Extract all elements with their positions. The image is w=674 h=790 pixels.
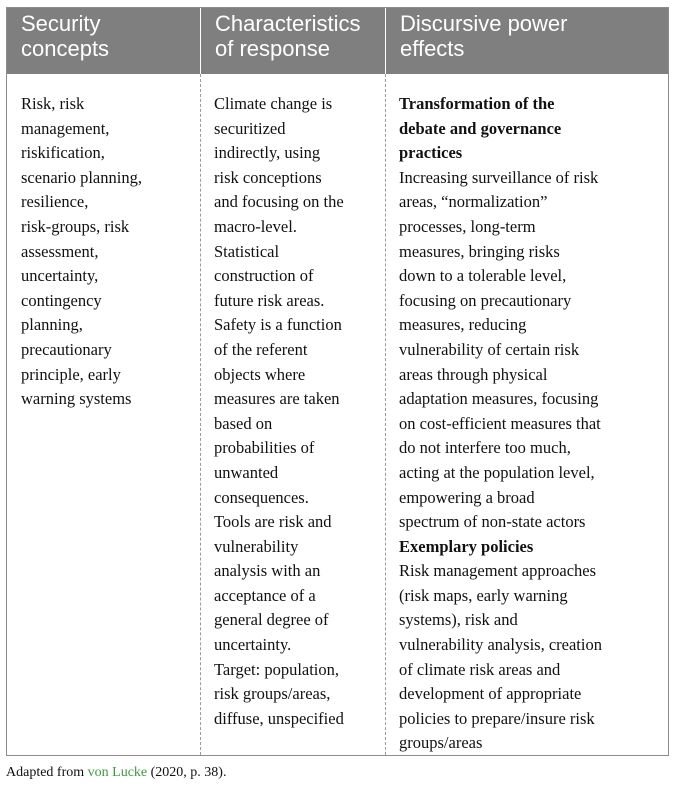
cell-text-line: policies to prepare/insure risk [399, 708, 595, 728]
cell-text-line: securitized [214, 118, 286, 138]
cell-text-line: Climate change is [214, 94, 333, 113]
cell-text-line: do not interfere too much, [399, 438, 571, 458]
cell-text-line: riskification, [21, 143, 105, 163]
column-divider [200, 74, 201, 755]
section-heading-line: Exemplary policies [399, 536, 534, 556]
table-header [7, 8, 668, 74]
cell-text-line: areas, “normalization” [399, 192, 548, 212]
cell-text-line: risk groups/areas, [214, 684, 331, 704]
cell-text-line: probabilities of [214, 438, 315, 458]
header-characteristics: Characteristics of response [215, 11, 361, 61]
cell-text-line: Increasing surveillance of risk [399, 167, 599, 187]
cell-text-line: acting at the population level, [399, 462, 595, 482]
column-divider [385, 74, 386, 755]
cell-text-line: objects where [214, 364, 306, 384]
cell-text-line: vulnerability of certain risk [399, 339, 580, 359]
cell-text-line: construction of [214, 266, 314, 286]
table [6, 7, 669, 756]
cell-text-line: of the referent [214, 339, 308, 359]
cell-text-line: resilience, [21, 192, 89, 212]
cell-text-line: Risk management approaches [399, 561, 597, 581]
cell-text-line: uncertainty, [21, 266, 99, 286]
cell-text-line: vulnerability [214, 536, 299, 556]
cell-text-line: down to a tolerable level, [399, 266, 567, 286]
table-row [7, 74, 668, 755]
cell-text-line: focusing on precautionary [399, 290, 572, 310]
cell-text-line: macro-level. [214, 216, 297, 236]
section-heading-line: debate and governance [399, 118, 562, 138]
cell-text-line: measures are taken [214, 389, 340, 409]
cell-text-line: Target: population, [214, 659, 340, 679]
cell-discursive-power [399, 92, 667, 756]
cell-text-line: Risk, risk [21, 94, 85, 113]
cell-text-line: adaptation measures, focusing [399, 389, 599, 409]
cell-text-line: groups/areas [399, 733, 483, 753]
cell-text-line: management, [21, 118, 110, 138]
cell-text-line: analysis with an [214, 561, 321, 581]
cell-text-line: processes, long-term [399, 216, 536, 236]
cell-text-line: measures, reducing [399, 315, 527, 335]
cell-text-line: development of appropriate [399, 684, 582, 704]
cell-security-concepts [21, 92, 197, 412]
section-heading-line: Transformation of the [399, 94, 555, 113]
cell-text-line: of climate risk areas and [399, 659, 561, 679]
cell-text-line: indirectly, using [214, 143, 321, 163]
cell-text-line: Safety is a function [214, 315, 342, 335]
cell-text-line: Tools are risk and [214, 512, 332, 532]
cell-text-line: acceptance of a [214, 585, 316, 605]
cell-text-line: and focusing on the [214, 192, 344, 212]
header-security-concepts: Security concepts [21, 11, 110, 61]
cell-text-line: contingency [21, 290, 102, 310]
cell-text-line: uncertainty. [214, 635, 292, 655]
cell-text-line: Statistical [214, 241, 280, 261]
cell-text-line: general degree of [214, 610, 329, 630]
cell-text-line: scenario planning, [21, 167, 142, 187]
cell-text-line: based on [214, 413, 273, 433]
cell-text-line: on cost-efficient measures that [399, 413, 601, 433]
cell-text-line: assessment, [21, 241, 99, 261]
cell-text-line: measures, bringing risks [399, 241, 560, 261]
cell-text-line: unwanted [214, 462, 279, 482]
cell-text-line: principle, early [21, 364, 121, 384]
cell-text-line: planning, [21, 315, 83, 335]
cell-text-line: systems), risk and [399, 610, 518, 630]
cell-text-line: consequences. [214, 487, 309, 507]
cell-text-line: diffuse, unspecified [214, 708, 344, 728]
cell-text-line: risk conceptions [214, 167, 322, 187]
cell-characteristics [214, 92, 384, 731]
cell-text-line: (risk maps, early warning [399, 585, 568, 605]
cell-text-line: areas through physical [399, 364, 548, 384]
header-discursive-power: Discursive power effects [400, 11, 568, 61]
cell-text-line: risk-groups, risk [21, 216, 130, 236]
section-heading-line: practices [399, 143, 463, 163]
cell-text-line: empowering a broad [399, 487, 535, 507]
cell-text-line: future risk areas. [214, 290, 325, 310]
table-caption: Adapted from von Lucke (2020, p. 38). [6, 765, 227, 780]
cell-text-line: precautionary [21, 339, 112, 359]
cell-text-line: warning systems [21, 389, 132, 409]
reference-link[interactable]: von Lucke [87, 765, 148, 780]
cell-text-line: vulnerability analysis, creation [399, 635, 602, 655]
cell-text-line: spectrum of non-state actors [399, 512, 586, 532]
